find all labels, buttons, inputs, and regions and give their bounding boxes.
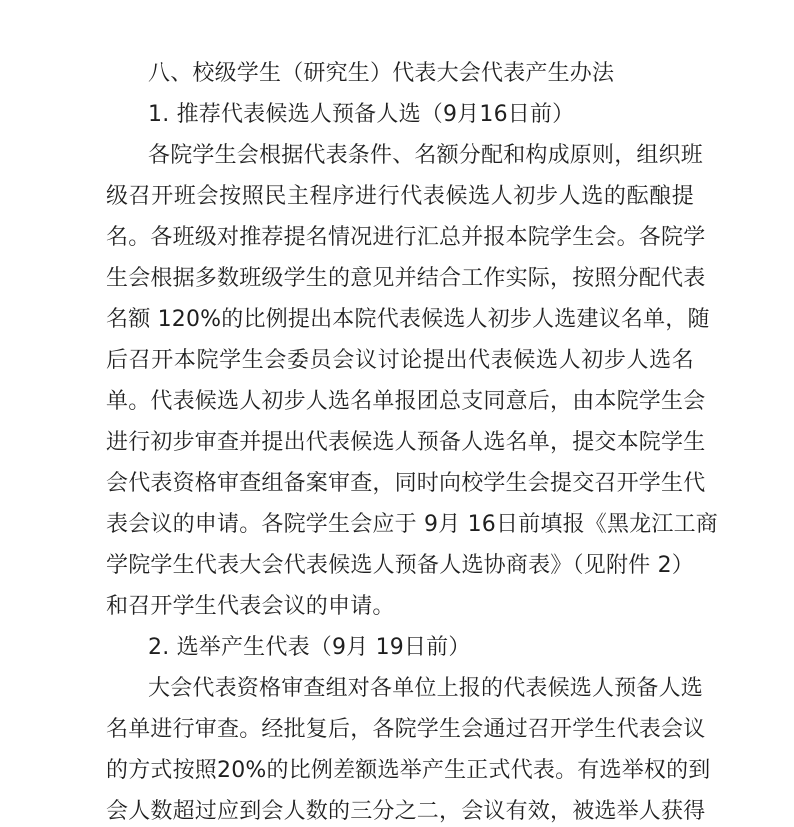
document-heading: 八、校级学生（研究生）代表大会代表产生办法	[148, 61, 615, 86]
paragraph-1-line: 各院学生会根据代表条件、名额分配和构成原则，组织班	[148, 143, 704, 168]
paragraph-1-line: 后召开本院学生会委员会议讨论提出代表候选人初步人选名	[106, 348, 694, 373]
paragraph-2-line: 大会代表资格审查组对各单位上报的代表候选人预备人选	[148, 676, 704, 701]
paragraph-1-line: 和召开学生代表会议的申请。	[106, 594, 395, 619]
section-1-title: 1. 推荐代表候选人预备人选（9月16日前）	[148, 102, 575, 127]
paragraph-1-line: 表会议的申请。各院学生会应于 9月 16日前填报《黑龙江工商	[106, 512, 718, 537]
paragraph-1-line: 名。各班级对推荐提名情况进行汇总并报本院学生会。各院学	[106, 225, 706, 250]
paragraph-2-line: 的方式按照20%的比例差额选举产生正式代表。有选举权的到	[106, 758, 711, 783]
paragraph-1-line: 生会根据多数班级学生的意见并结合工作实际，按照分配代表	[106, 266, 706, 291]
paragraph-2-line: 会人数超过应到会人数的三分之二，会议有效，被选举人获得	[106, 799, 706, 824]
paragraph-1-line: 名额 120%的比例提出本院代表候选人初步人选建议名单，随	[106, 307, 710, 332]
paragraph-1-line: 单。代表候选人初步人选名单报团总支同意后，由本院学生会	[106, 389, 706, 414]
section-2-title: 2. 选举产生代表（9月 19日前）	[148, 635, 471, 660]
paragraph-1-line: 级召开班会按照民主程序进行代表候选人初步人选的酝酿提	[106, 184, 694, 209]
paragraph-1-line: 学院学生代表大会代表候选人预备人选协商表》（见附件 2）	[106, 553, 694, 578]
paragraph-1-line: 进行初步审查并提出代表候选人预备人选名单，提交本院学生	[106, 430, 706, 455]
paragraph-1-line: 会代表资格审查组备案审查，同时向校学生会提交召开学生代	[106, 471, 706, 496]
paragraph-2-line: 名单进行审查。经批复后，各院学生会通过召开学生代表会议	[106, 717, 706, 742]
